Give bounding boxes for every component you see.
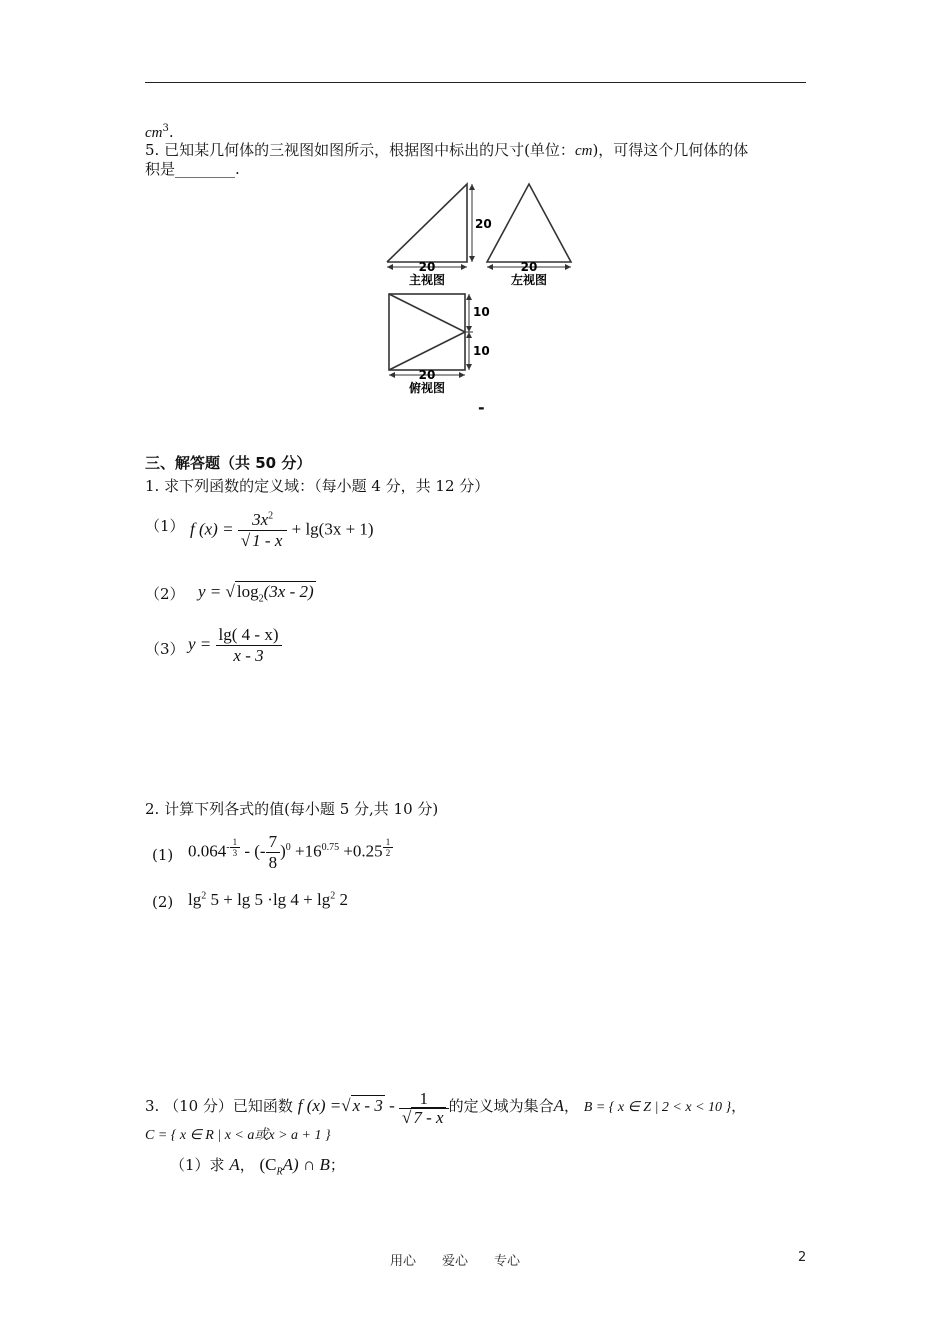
p1-formula2: y = √ $\log_2(3x - 2)$ <box>198 582 314 605</box>
p2-expr1: $0.064^{- \frac{1}{3}}$ - (- $\frac{7}{8}$ )$^0 +16^{0.75} +0.25$ $^{\frac{1}{2}}$ <box>188 832 393 873</box>
footer-motto: 用心 爱心 专心 <box>390 1254 521 1269</box>
q5-line2: 积是________. <box>145 160 240 178</box>
dim-front-height: 20 <box>475 217 492 231</box>
header-rule <box>145 82 806 83</box>
dim-top-half2: 10 <box>473 344 490 358</box>
p1-formula1: f (x) = $\frac{3x^2}{√ 1 - x}$ + lg(3x + 1) <box>190 510 374 550</box>
p1-num3: （3） <box>145 640 185 658</box>
p1-num1: （1） <box>145 517 185 535</box>
dim-side-width: 20 <box>520 260 538 274</box>
dim-top-half1: 10 <box>473 305 490 319</box>
p2-num2: (2) <box>152 893 174 911</box>
front-view-label: 主视图 <box>408 273 446 287</box>
p3-sub1: （1）求 A， $(C_RA)$ ∩ B； <box>170 1155 345 1178</box>
dim-front-width: 20 <box>418 260 436 274</box>
top-view-triangle <box>389 294 465 370</box>
previous-answer-fragment: $cm^3$. <box>145 123 174 141</box>
p3-line1: 3. （10 分）已知函数 f (x) =√ x - 3 - $\frac{1}{√ 7 - x}$ 的定义域为集合A， B = { x ∈ Z | 2 < x < 10 }， <box>145 1089 747 1127</box>
top-view-square <box>389 294 465 370</box>
p2-title: 2. 计算下列各式的值(每小题 5 分,共 10 分) <box>145 800 439 818</box>
p2-expr2: $\lg^2 5 + \lg 5 \cdot\lg$ $4 + \lg^2 2$ <box>188 890 348 909</box>
p1-formula3: y = $\frac{\lg( 4 - x)}{x - 3}$ <box>188 625 282 666</box>
three-view-figure <box>375 178 585 398</box>
section3-heading: 三、解答题（共 50 分） <box>145 454 312 472</box>
p1-title: 1. 求下列函数的定义域：（每小题 4 分，共 12 分） <box>145 477 490 495</box>
p1-num2: （2） <box>145 585 185 603</box>
front-view-triangle <box>387 184 467 262</box>
top-view-label: 俯视图 <box>408 381 446 395</box>
dim-top-width: 20 <box>418 368 436 382</box>
figure-dash: - <box>478 398 485 417</box>
side-view-label: 左视图 <box>510 273 548 287</box>
p2-num1: (1) <box>152 846 174 864</box>
side-view-triangle <box>487 184 571 262</box>
q5-line1: 5. 已知某几何体的三视图如图所示，根据图中标出的尺寸(单位：cm)，可得这个几何体的体 <box>145 141 749 159</box>
page-number: 2 <box>798 1250 807 1265</box>
p3-set-c: C = { x ∈ R | x < a或x > a + 1 } <box>145 1128 331 1143</box>
